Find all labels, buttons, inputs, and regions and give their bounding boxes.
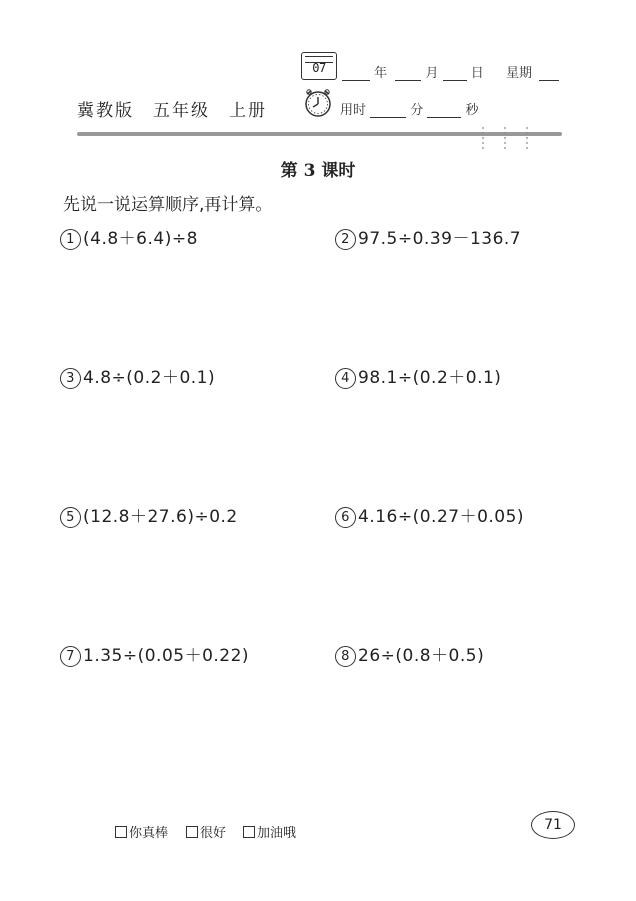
problem-expression: (12.8＋27.6)÷0.2 xyxy=(83,507,238,527)
problem-number: 5 xyxy=(60,507,81,528)
weekday-blank[interactable] xyxy=(539,67,559,81)
rating-label: 很好 xyxy=(200,826,227,841)
problem-number: 7 xyxy=(60,646,81,667)
problem-3 xyxy=(60,363,215,389)
problem-number: 2 xyxy=(335,229,356,250)
clock-icon xyxy=(301,86,335,118)
minute-blank[interactable] xyxy=(370,104,406,118)
second-label: 秒 xyxy=(465,103,479,118)
problem-7 xyxy=(60,641,249,667)
calendar-icon xyxy=(301,52,337,80)
binder-ring-icon xyxy=(503,127,507,149)
problem-number: 3 xyxy=(60,368,81,389)
problem-expression: 98.1÷(0.2＋0.1) xyxy=(358,368,502,388)
checkbox-icon[interactable] xyxy=(243,826,255,838)
binder-ring-icon xyxy=(525,127,529,149)
rating-option[interactable] xyxy=(186,822,226,841)
month-blank[interactable] xyxy=(395,67,421,81)
problem-8 xyxy=(335,641,484,667)
rating-option[interactable] xyxy=(115,822,168,841)
minute-label: 分 xyxy=(410,103,424,118)
weekday-label: 星期 xyxy=(506,66,533,81)
problem-expression: 4.16÷(0.27＋0.05) xyxy=(358,507,525,527)
day-blank[interactable] xyxy=(443,67,467,81)
problem-6 xyxy=(335,502,524,528)
header-divider xyxy=(77,132,562,136)
problem-2 xyxy=(335,224,521,250)
time-used-label: 用时 xyxy=(340,103,367,118)
rating-label: 加油哦 xyxy=(257,826,297,841)
textbook-edition: 冀教版 五年级 上册 xyxy=(77,101,267,121)
lesson-title: 第 3 课时 xyxy=(280,161,356,181)
problem-4 xyxy=(335,363,501,389)
problem-number: 6 xyxy=(335,507,356,528)
date-line xyxy=(342,62,559,81)
problem-expression: 1.35÷(0.05＋0.22) xyxy=(83,646,250,666)
checkbox-icon[interactable] xyxy=(186,826,198,838)
problem-1 xyxy=(60,224,198,250)
problem-expression: 97.5÷0.39－136.7 xyxy=(358,229,522,249)
page-number: 71 xyxy=(531,811,575,839)
problem-expression: (4.8＋6.4)÷8 xyxy=(83,229,198,249)
day-label: 日 xyxy=(470,66,484,81)
problem-expression: 26÷(0.8＋0.5) xyxy=(358,646,485,666)
year-label: 年 xyxy=(374,66,388,81)
problem-number: 4 xyxy=(335,368,356,389)
calendar-number: 07 xyxy=(312,61,326,75)
year-blank[interactable] xyxy=(342,67,370,81)
rating-label: 你真棒 xyxy=(129,826,169,841)
rating-option[interactable] xyxy=(243,822,296,841)
problem-number: 1 xyxy=(60,229,81,250)
binder-ring-icon xyxy=(481,127,485,149)
time-used-line xyxy=(340,99,479,118)
instruction: 先说一说运算顺序,再计算。 xyxy=(63,195,273,215)
problem-number: 8 xyxy=(335,646,356,667)
problem-5 xyxy=(60,502,238,528)
checkbox-icon[interactable] xyxy=(115,826,127,838)
problem-expression: 4.8÷(0.2＋0.1) xyxy=(83,368,216,388)
second-blank[interactable] xyxy=(427,104,461,118)
month-label: 月 xyxy=(425,66,439,81)
